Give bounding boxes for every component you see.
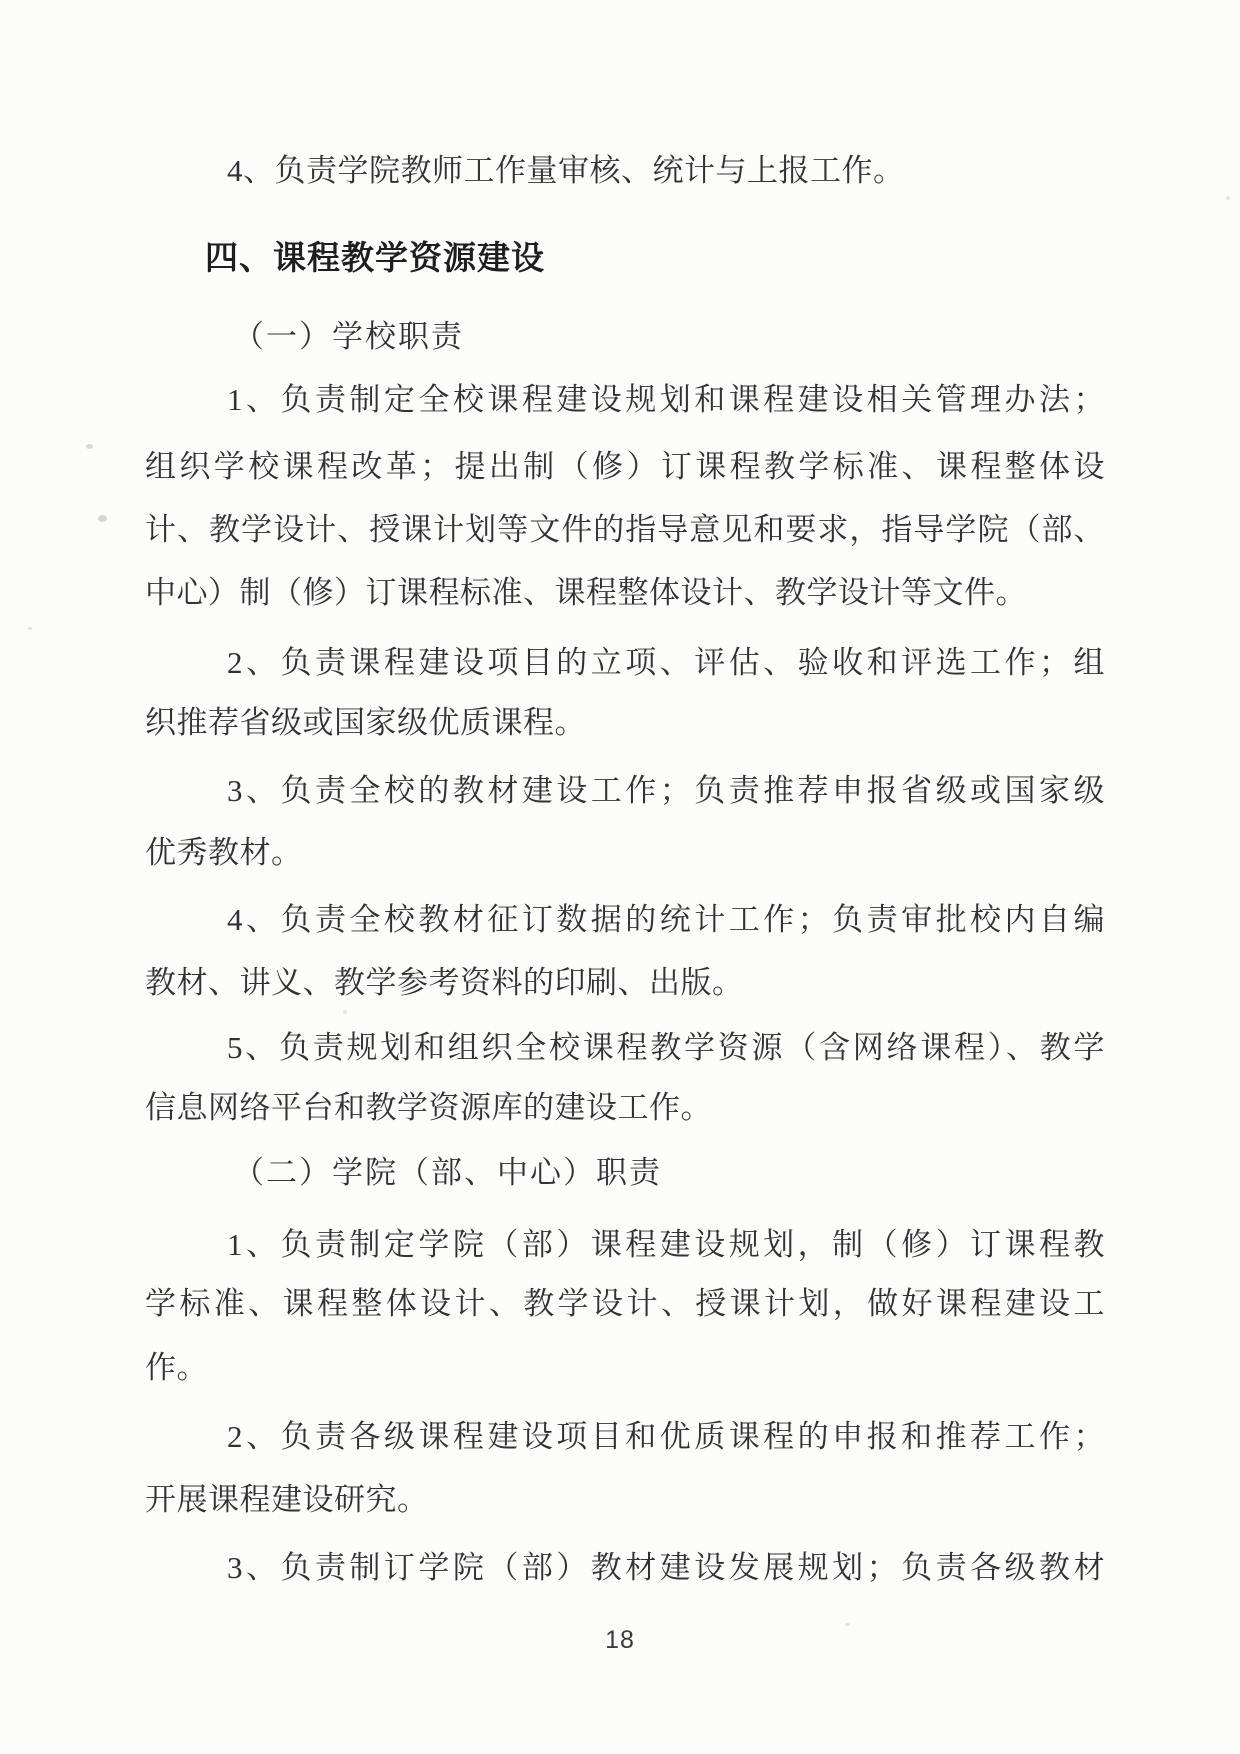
section-heading: 四、课程教学资源建设	[205, 239, 545, 276]
body-line: 2、负责课程建设项目的立项、评估、验收和评选工作；组	[227, 645, 1105, 680]
scan-speck	[28, 627, 32, 630]
body-line: 信息网络平台和教学资源库的建设工作。	[145, 1090, 712, 1125]
body-line: 优秀教材。	[145, 835, 303, 870]
body-line: 1、负责制定全校课程建设规划和课程建设相关管理办法；	[227, 382, 1105, 417]
subsection-heading-college: （二）学院（部、中心）职责	[233, 1155, 662, 1190]
body-line: 组织学校课程改革；提出制（修）订课程教学标准、课程整体设	[145, 449, 1105, 484]
body-line: 3、负责全校的教材建设工作；负责推荐申报省级或国家级	[227, 773, 1105, 808]
subsection-heading-school: （一）学校职责	[233, 319, 464, 354]
body-line: 3、负责制订学院（部）教材建设发展规划；负责各级教材	[227, 1550, 1105, 1585]
body-line: 中心）制（修）订课程标准、课程整体设计、教学设计等文件。	[145, 575, 1027, 610]
body-line: 织推荐省级或国家级优质课程。	[145, 705, 586, 740]
scan-speck	[343, 1010, 347, 1014]
body-line: 学标准、课程整体设计、教学设计、授课计划，做好课程建设工	[145, 1286, 1105, 1321]
body-line: 4、负责学院教师工作量审核、统计与上报工作。	[227, 153, 905, 188]
page-number: 18	[605, 1626, 635, 1654]
body-line: 计、教学设计、授课计划等文件的指导意见和要求，指导学院（部、	[145, 512, 1105, 547]
body-line: 教材、讲义、教学参考资料的印刷、出版。	[145, 965, 744, 1000]
body-line: 1、负责制定学院（部）课程建设规划，制（修）订课程教	[227, 1227, 1105, 1262]
scan-speck	[845, 1623, 850, 1626]
scan-speck	[86, 444, 93, 449]
body-line: 4、负责全校教材征订数据的统计工作；负责审批校内自编	[227, 902, 1105, 937]
body-line: 5、负责规划和组织全校课程教学资源（含网络课程）、教学	[227, 1030, 1105, 1065]
scan-speck	[1226, 196, 1230, 200]
body-line: 2、负责各级课程建设项目和优质课程的申报和推荐工作；	[227, 1419, 1105, 1454]
scan-speck	[98, 515, 107, 522]
body-line: 作。	[145, 1350, 208, 1385]
body-line: 开展课程建设研究。	[145, 1482, 429, 1517]
